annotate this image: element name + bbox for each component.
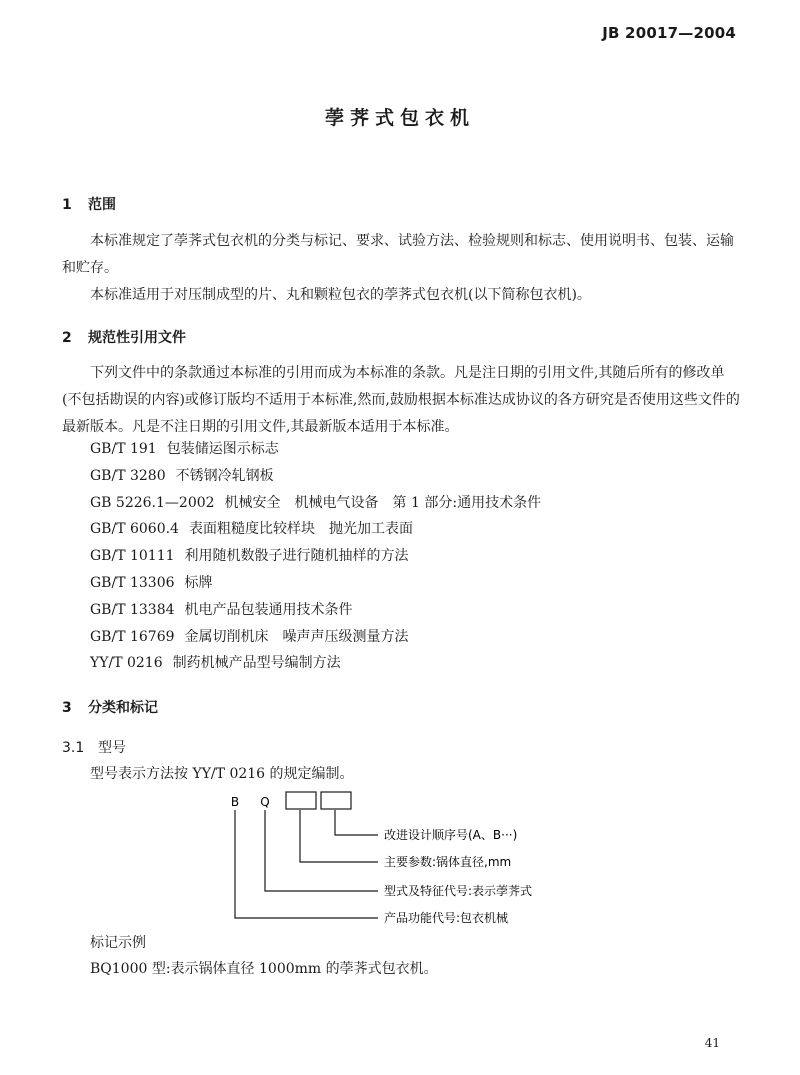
document-title: 荸荠式包衣机 [324,107,475,129]
function-code-letter: B [230,795,240,809]
reference-name: 包装储运图示标志 [166,441,279,457]
reference-name: 标牌 [184,574,213,591]
reference-name: 金属切削机床 噪声声压级测量方法 [184,628,409,645]
parameter-label: 主要参数:锅体直径,mm [384,855,512,869]
reference-code: YY/T 0216 [90,655,163,672]
sequence-leader-line [335,810,378,835]
section-1-paragraph-2: 本标准适用于对压制成型的片、丸和颗粒包衣的荸荠式包衣机(以下简称包衣机)。 [90,287,591,303]
reference-name: 不锈钢冷轧钢板 [175,467,274,484]
reference-name: 机械安全 机械电气设备 第 1 部分:通用技术条件 [224,494,542,511]
section-2-number: 2 [62,330,72,346]
parameter-placeholder-box [286,792,316,809]
function-label: 产品功能代号:包衣机械 [384,911,509,925]
type-leader-line [265,810,378,891]
reference-code: GB/T 13384 [90,601,175,618]
reference-code: GB 5226.1—2002 [90,494,215,511]
reference-code: GB/T 13306 [90,574,175,591]
reference-name: 制药机械产品型号编制方法 [172,655,341,672]
section-3-number: 3 [62,700,72,716]
subsection-3-1-title: 型号 [98,740,126,756]
section-1-title: 范围 [88,197,116,213]
section-1-number: 1 [62,197,72,213]
function-leader-line [235,810,378,918]
page-number: 41 [704,1036,720,1050]
reference-code: GB/T 10111 [90,548,175,565]
reference-code: GB/T 3280 [90,467,166,484]
marking-example-label: 标记示例 [90,935,146,951]
standard-code: JB 20017—2004 [602,24,736,42]
marking-example-text: BQ1000 型:表示锅体直径 1000mm 的荸荠式包衣机。 [90,961,438,977]
sequence-placeholder-box [321,792,351,809]
section-1-paragraph-1: 本标准规定了荸荠式包衣机的分类与标记、要求、试验方法、检验规则和标志、使用说明书、包装、运输和贮存。 [62,233,734,276]
reference-name: 表面粗糙度比较样块 抛光加工表面 [188,521,413,538]
section-2-intro: 下列文件中的条款通过本标准的引用而成为本标准的条款。凡是注日期的引用文件,其随后所有的修改单(不包括勘误的内容)或修订版均不适用于本标准,然而,鼓励根据本标准达成协议的各方研究是否使用这些文件的最新版本。凡是不注日期的引用文件,其最新版本适用于本标准。 [62,365,740,435]
type-label: 型式及特征代号:表示荸荠式 [384,884,533,898]
section-2-title: 规范性引用文件 [88,330,186,346]
reference-code: GB/T 16769 [90,628,175,645]
subsection-3-1-number: 3.1 [62,740,85,756]
reference-name: 利用随机数骰子进行随机抽样的方法 [184,548,409,565]
sequence-label: 改进设计顺序号(A、B···) [384,828,518,842]
section-3-title: 分类和标记 [88,700,158,716]
model-rule-text: 型号表示方法按 YY/T 0216 的规定编制。 [90,766,354,782]
reference-code: GB/T 191 [90,441,157,457]
type-code-letter: Q [260,795,270,809]
reference-name: 机电产品包装通用技术条件 [184,601,353,618]
reference-code: GB/T 6060.4 [90,521,179,538]
parameter-leader-line [300,810,378,862]
